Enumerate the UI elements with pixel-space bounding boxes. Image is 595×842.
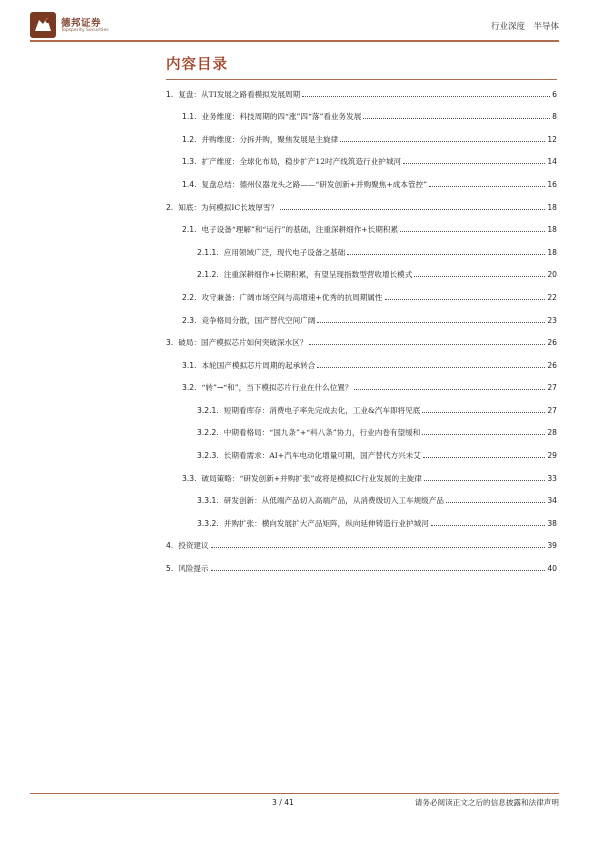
toc-entry[interactable] xyxy=(166,243,557,257)
report-type-label: 行业深度 半导体 xyxy=(490,22,559,32)
toc-leader-dots xyxy=(403,163,545,164)
toc-entry-number: 1.3. xyxy=(182,157,197,166)
toc-entry[interactable] xyxy=(166,220,557,234)
toc-entry-number: 3.2.3. xyxy=(197,451,219,460)
toc-entry-number: 4. xyxy=(166,541,174,550)
toc-entry-number: 5. xyxy=(166,564,174,573)
toc-entry-number: 2.2. xyxy=(182,293,197,302)
toc-entry-title: 业务维度：科技周期的四“涨”四“落”看业务发展 xyxy=(201,112,362,121)
toc-leader-dots xyxy=(400,231,545,232)
toc-entry-title: 研发创新：从低端产品切入高端产品，从消费级切入工车规级产品 xyxy=(223,496,444,505)
toc-entry-page: 26 xyxy=(547,338,557,347)
toc-entry-page: 27 xyxy=(547,383,557,392)
toc-leader-dots xyxy=(423,457,545,458)
toc-leader-dots xyxy=(422,434,545,435)
toc-entry-page: 18 xyxy=(547,248,557,257)
toc-entry[interactable] xyxy=(166,107,557,121)
toc-entry-number: 2.3. xyxy=(182,316,197,325)
toc-entry[interactable] xyxy=(166,130,557,144)
toc-entry-page: 22 xyxy=(547,293,557,302)
toc-leader-dots xyxy=(422,412,545,413)
toc-entry-number: 1.2. xyxy=(182,135,197,144)
toc-leader-dots xyxy=(340,141,545,142)
toc-entry-title: 竞争格局分散，国产替代空间广阔 xyxy=(201,316,316,325)
toc-leader-dots xyxy=(302,96,550,97)
toc-entry[interactable] xyxy=(166,265,557,279)
toc-entry[interactable] xyxy=(166,311,557,325)
toc-entry[interactable] xyxy=(166,198,557,212)
toc-entry-number: 3. xyxy=(166,338,174,347)
toc-leader-dots xyxy=(363,118,550,119)
toc-entry-number: 2.1.2. xyxy=(197,270,219,279)
legal-disclaimer: 请务必阅读正文之后的信息披露和法律声明 xyxy=(414,798,559,807)
toc-entry-number: 1.4. xyxy=(182,180,197,189)
toc-entry-title: 长期看需求：AI+汽车电动化增量可期，国产替代方兴未艾 xyxy=(223,451,421,460)
toc-entry-number: 2.1.1. xyxy=(197,248,219,257)
toc-title: 内容目录 xyxy=(166,56,228,73)
toc-leader-dots xyxy=(211,547,546,548)
toc-leader-dots xyxy=(429,186,545,187)
toc-entry-title: 复盘总结：德州仪器龙头之路——“研发创新+并购聚焦+成本管控” xyxy=(201,180,428,189)
toc-entry-page: 28 xyxy=(547,428,557,437)
toc-entry-title: 电子设备“理解”和“运行”的基础，注重深耕细作+长期积累 xyxy=(201,225,399,234)
toc-entry-number: 3.2. xyxy=(182,383,197,392)
toc-leader-dots xyxy=(347,254,545,255)
toc-entry-title: 破局策略：“研发创新+并购扩张”或将是模拟IC行业发展的主旋律 xyxy=(201,474,422,483)
toc-entry[interactable] xyxy=(166,423,557,437)
toc-entry[interactable] xyxy=(166,401,557,415)
toc-entry-page: 6 xyxy=(552,90,557,99)
toc-title-divider xyxy=(166,79,557,80)
toc-leader-dots xyxy=(309,344,545,345)
toc-entry-title: 并购扩张：横向发展扩大产品矩阵，纵向延伸铸造行业护城河 xyxy=(223,519,429,528)
toc-entry-page: 26 xyxy=(547,361,557,370)
toc-leader-dots xyxy=(317,322,545,323)
toc-entry-title: 并购维度：分拆并购，聚焦发展是主旋律 xyxy=(201,135,339,144)
toc-entry-number: 2. xyxy=(166,203,174,212)
toc-entry-title: 破局：国产模拟芯片如何突破深水区？ xyxy=(178,338,308,347)
toc-entry[interactable] xyxy=(166,333,557,347)
toc-entry-title: 中期看格局：“国九条”+“科八条”协力，行业内卷有望缓和 xyxy=(223,428,421,437)
toc-leader-dots xyxy=(385,299,546,300)
toc-entry-number: 3.1. xyxy=(182,361,197,370)
toc-entry-title: 知底：为何模拟IC长坡厚雪？ xyxy=(178,203,279,212)
toc-entry-page: 16 xyxy=(547,180,557,189)
toc-entry-title: 应用领域广泛，现代电子设备之基础 xyxy=(223,248,346,257)
toc-leader-dots xyxy=(446,502,545,503)
toc-entry-title: “转”→“和”，当下模拟芯片行业在什么位置？ xyxy=(201,383,353,392)
toc-leader-dots xyxy=(211,570,546,571)
toc-entry-number: 3.2.1. xyxy=(197,406,219,415)
toc-entry-page: 38 xyxy=(547,519,557,528)
toc-entry-title: 复盘：从TI发展之路看模拟发展周期 xyxy=(178,90,301,99)
toc-entry[interactable] xyxy=(166,378,557,392)
toc-entry-page: 20 xyxy=(547,270,557,279)
toc-entry-page: 29 xyxy=(547,451,557,460)
toc-entry-number: 3.2.2. xyxy=(197,428,219,437)
toc-leader-dots xyxy=(354,389,545,390)
toc-entry-page: 18 xyxy=(547,203,557,212)
toc-entry-title: 风险提示 xyxy=(178,564,209,573)
toc-entry-title: 注重深耕细作+长期积累，有望呈现指数型营收增长模式 xyxy=(223,270,413,279)
toc-entry-page: 40 xyxy=(547,564,557,573)
toc-entry[interactable] xyxy=(166,288,557,302)
toc-entry-page: 8 xyxy=(552,112,557,121)
footer-divider xyxy=(30,793,559,794)
toc-entry[interactable] xyxy=(166,559,557,573)
toc-entry[interactable] xyxy=(166,514,557,528)
toc-entry-title: 投资建议 xyxy=(178,541,209,550)
toc-entry-page: 39 xyxy=(547,541,557,550)
company-logo xyxy=(30,12,130,38)
toc-entry-title: 攻守兼备：广阔市场空间与高增速+优秀的抗周期属性 xyxy=(201,293,383,302)
toc-entry-number: 3.3.2. xyxy=(197,519,219,528)
toc-entry-number: 3.3. xyxy=(182,474,197,483)
toc-entry-page: 27 xyxy=(547,406,557,415)
toc-leader-dots xyxy=(424,480,545,481)
toc-leader-dots xyxy=(280,209,545,210)
toc-entry[interactable] xyxy=(166,356,557,370)
logo-name-en: Topsperity Securities xyxy=(61,28,109,33)
company-logo-icon xyxy=(30,12,56,38)
toc-entry-title: 扩产维度：全球化布局，稳步扩产12吋产线筑造行业护城河 xyxy=(201,157,402,166)
toc-leader-dots xyxy=(317,367,545,368)
toc-entry-page: 23 xyxy=(547,316,557,325)
toc-leader-dots xyxy=(431,525,546,526)
toc-entry-number: 3.3.1. xyxy=(197,496,219,505)
toc-entry[interactable] xyxy=(166,85,557,99)
toc-entry-number: 1. xyxy=(166,90,174,99)
toc-entry[interactable] xyxy=(166,491,557,505)
toc-leader-dots xyxy=(414,276,545,277)
toc-entry[interactable] xyxy=(166,175,557,189)
header-divider xyxy=(30,40,559,42)
toc-entry-page: 12 xyxy=(547,135,557,144)
logo-name-cn: 德邦证券 xyxy=(61,18,102,29)
toc-entry-number: 1.1. xyxy=(182,112,197,121)
toc-entry[interactable] xyxy=(166,536,557,550)
toc-entry-title: 短期看库存：消费电子率先完成去化，工业&汽车即将见底 xyxy=(223,406,421,415)
toc-entry-page: 18 xyxy=(547,225,557,234)
toc-entry[interactable] xyxy=(166,446,557,460)
toc-entry[interactable] xyxy=(166,469,557,483)
toc-entry-page: 14 xyxy=(547,157,557,166)
toc-entry-page: 34 xyxy=(547,496,557,505)
toc-entry-page: 33 xyxy=(547,474,557,483)
page-number: 3 / 41 xyxy=(272,798,294,807)
toc-entry-number: 2.1. xyxy=(182,225,197,234)
toc-entry-title: 本轮国产模拟芯片周期的起承转合 xyxy=(201,361,316,370)
toc-entry[interactable] xyxy=(166,152,557,166)
